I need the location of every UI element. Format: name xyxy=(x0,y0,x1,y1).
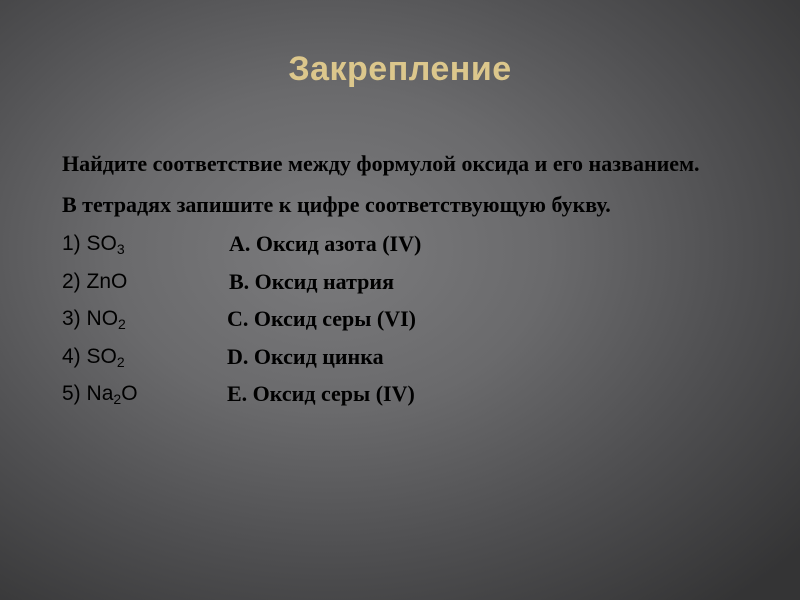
answer-option: С. Оксид серы (VI) xyxy=(227,306,417,331)
answer-option: E. Оксид серы (IV) xyxy=(227,381,415,406)
instruction-paragraph-2: В тетрадях запишите к цифре соответствующую букву. xyxy=(62,192,611,217)
instruction-paragraph-1: Найдите соответствие между формулой оксида и его названием. xyxy=(62,151,700,176)
match-row-2 xyxy=(62,263,762,301)
answer-option: В. Оксид натрия xyxy=(229,268,394,294)
item-number: 4) xyxy=(62,344,81,368)
slide-title: Закрепление xyxy=(288,50,512,88)
match-row-4 xyxy=(62,338,762,376)
formula-subscript: 3 xyxy=(116,241,125,257)
formula-subscript: 2 xyxy=(118,316,126,332)
item-number: 2) xyxy=(62,269,81,293)
answer-option: А. Оксид азота (IV) xyxy=(229,231,422,256)
formula xyxy=(62,375,138,413)
formula-part: SO xyxy=(86,232,117,255)
match-row-1 xyxy=(62,225,762,263)
item-number: 3) xyxy=(62,307,81,330)
formula xyxy=(62,300,126,338)
formula-part: O xyxy=(121,382,138,405)
formula-part: SO xyxy=(86,344,117,368)
formula-subscript: 2 xyxy=(113,391,122,407)
formula-subscript: 2 xyxy=(116,353,125,370)
formula xyxy=(62,338,125,376)
formula xyxy=(62,263,127,301)
answer-option: D. Оксид цинка xyxy=(227,343,384,369)
slide-body xyxy=(62,143,762,413)
item-number: 5) xyxy=(62,382,81,405)
formula-part: Na xyxy=(86,382,114,405)
match-row-5 xyxy=(62,375,762,413)
formula-part: ZnO xyxy=(86,269,128,293)
formula-part: NO xyxy=(86,307,119,330)
formula xyxy=(62,225,125,263)
match-row-3 xyxy=(62,300,762,338)
item-number: 1) xyxy=(62,232,81,255)
